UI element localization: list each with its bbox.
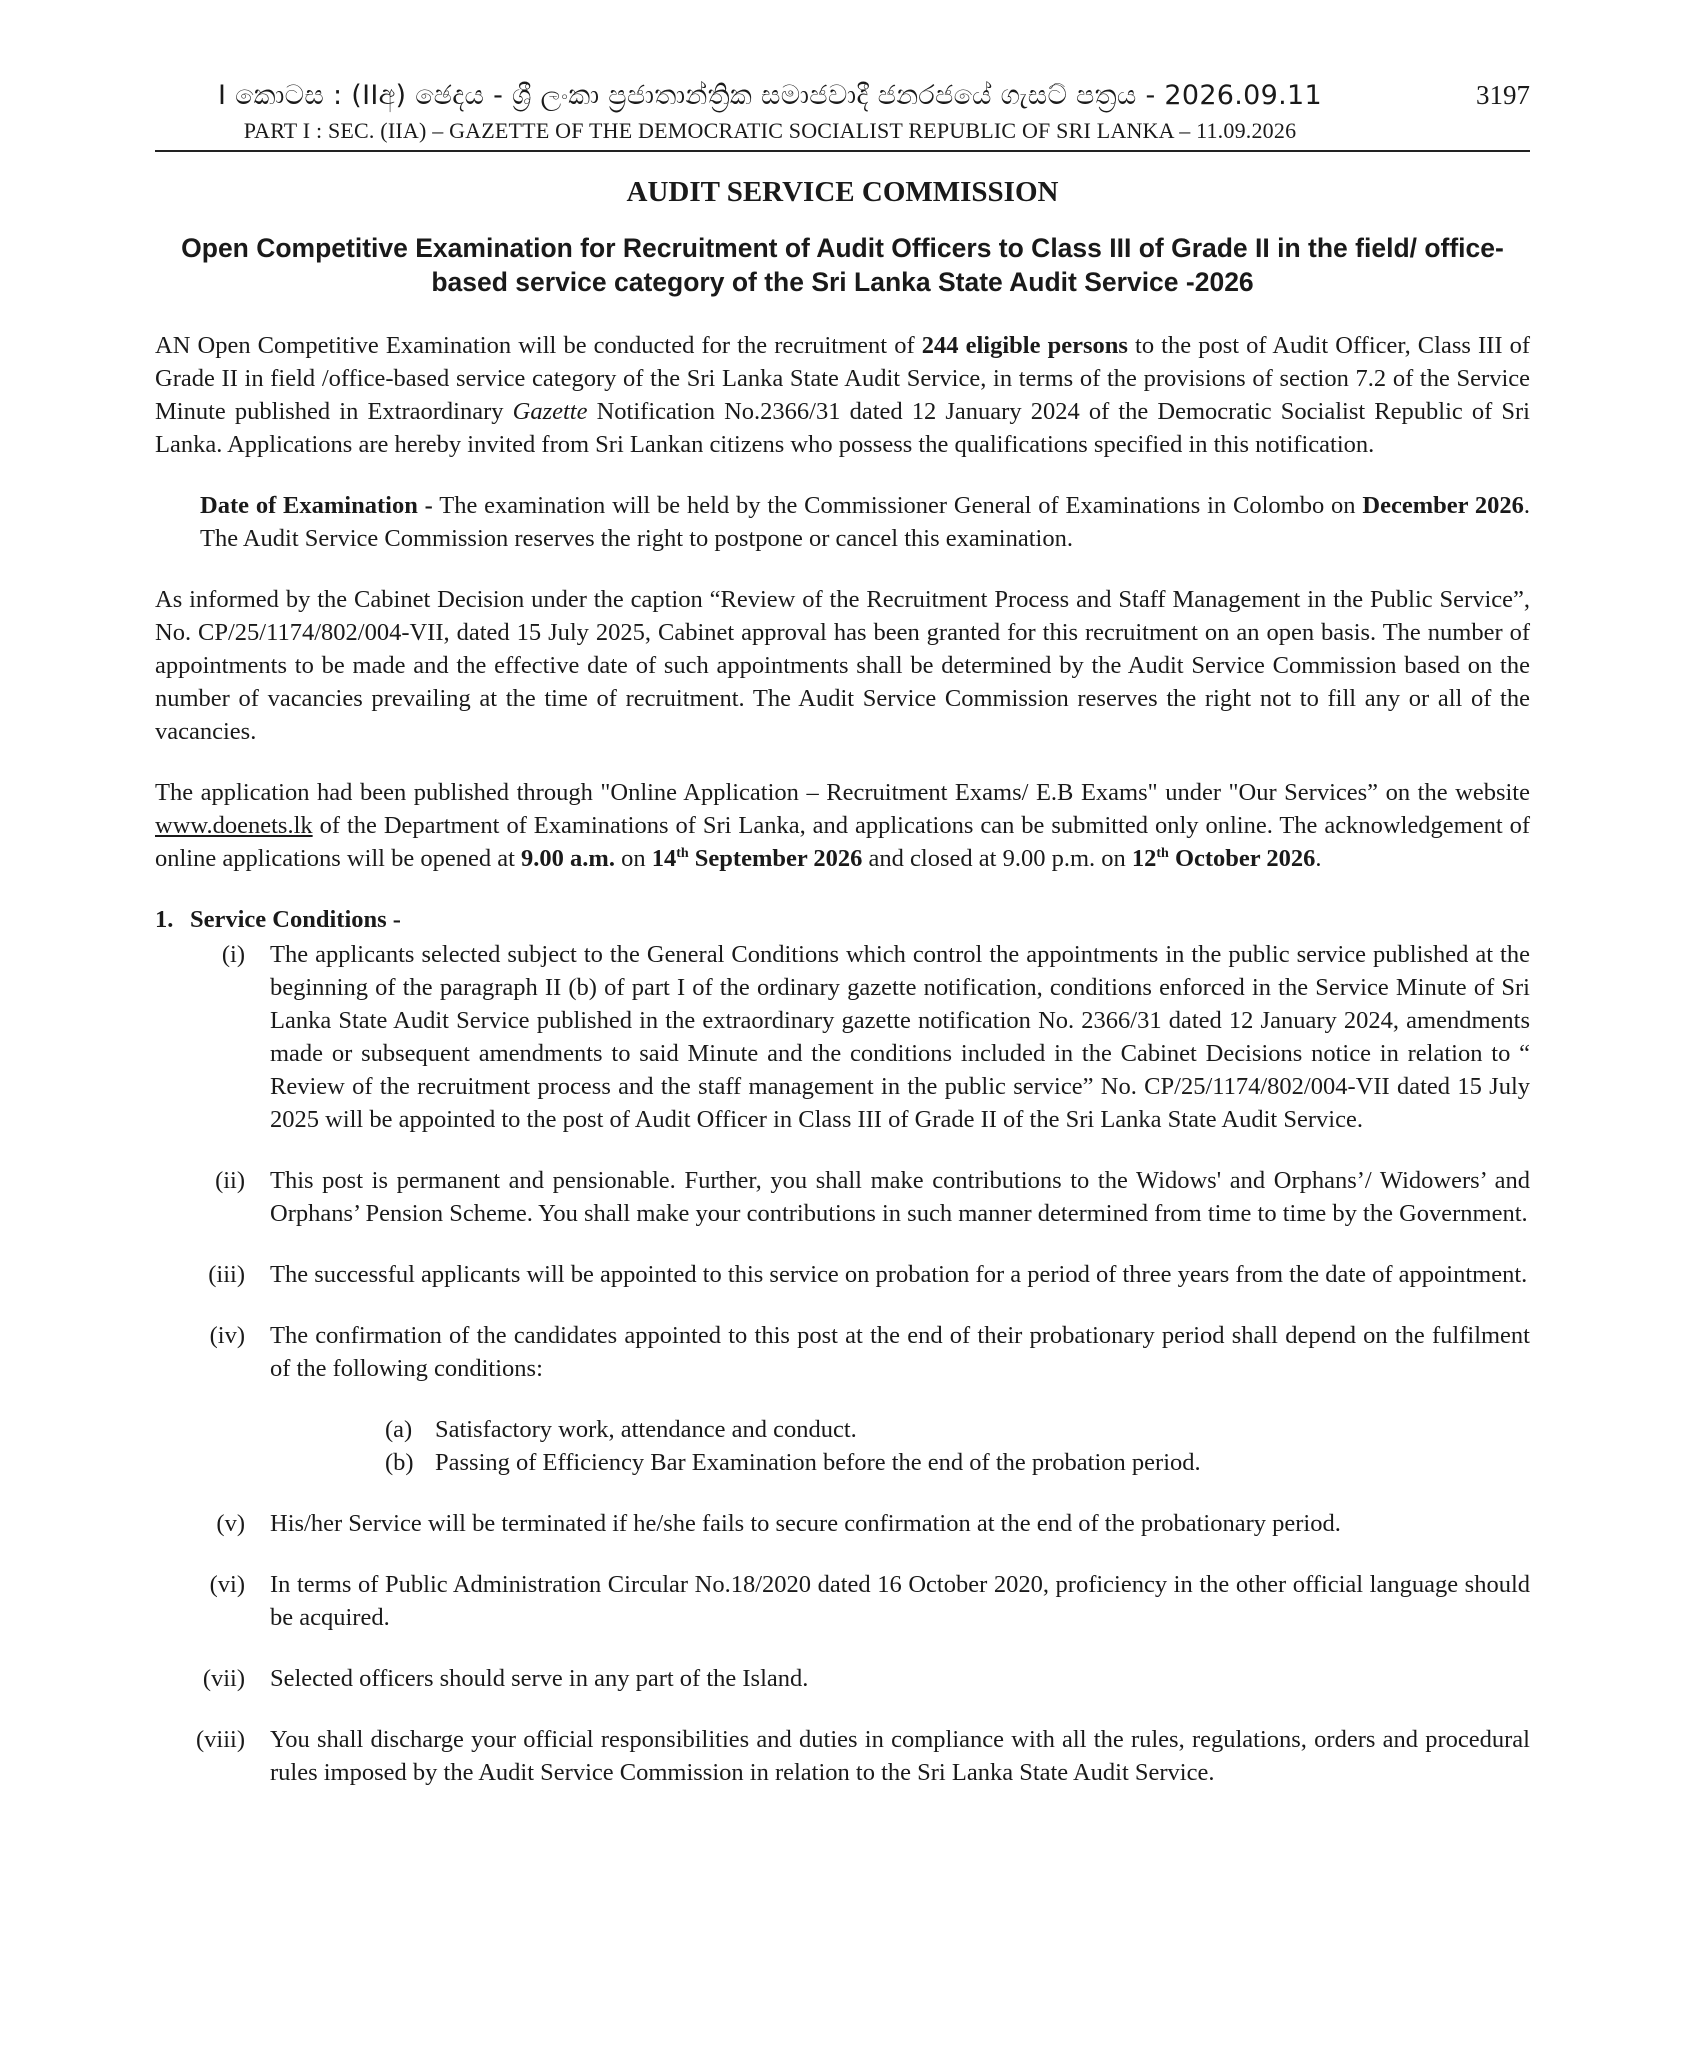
open-day-suffix: th [676, 846, 689, 861]
sub-item-text: Satisfactory work, attendance and conduct. [435, 1416, 857, 1443]
condition-item [155, 1662, 1530, 1695]
condition-text: In terms of Public Administration Circular No.18/2020 dated 16 October 2020, proficiency in the other official language should be acquired. [270, 1571, 1530, 1631]
condition-item [155, 1723, 1530, 1789]
condition-text: His/her Service will be terminated if he/she fails to secure confirmation at the end of the probationary period. [270, 1510, 1341, 1537]
sub-item-letter: (a) [385, 1416, 413, 1443]
condition-item [155, 1164, 1530, 1230]
sub-list-item [385, 1446, 1530, 1479]
section-number: 1. [155, 906, 174, 933]
page-header [155, 0, 1530, 152]
condition-numeral: (vi) [209, 1571, 245, 1598]
application-text-3: on [614, 845, 652, 872]
condition-text: Selected officers should serve in any part of the Island. [270, 1665, 809, 1692]
header-sinhala: I කොටස : (IIඅ) ඡෙදය - ශ්‍රී ලංකා ප්‍රජාතාන්ත්‍රික සමාජවාදී ජනරජයේ ගැසට් පත්‍රය - 2026.09.11 [218, 80, 1322, 111]
condition-item [155, 1568, 1530, 1634]
condition-numeral: (ii) [215, 1167, 245, 1194]
intro-paragraph [155, 329, 1530, 461]
application-text-5: . [1315, 845, 1322, 872]
application-close-date [1132, 845, 1315, 872]
application-text-4: and closed at 9.00 p.m. on [862, 845, 1132, 872]
application-open-time: 9.00 a.m. [521, 845, 615, 872]
gazette-page [155, 0, 1530, 1789]
intro-gazette-italic: Gazette [512, 398, 588, 425]
document-title: AUDIT SERVICE COMMISSION [626, 176, 1059, 208]
exam-date-text-1: The examination will be held by the Commissioner General of Examinations in Colombo on [432, 492, 1363, 519]
condition-text: The applicants selected subject to the General Conditions which control the appointments in the public service published at the beginning of the paragraph II (b) of part I of the ordinary gazette notification, conditions enforced in the Service Minute of Sri Lanka State Audit Service published in the extraordinary gazette notification No. 2366/31 dated 12 January 2024, amendments made or subsequent amendments to said Minute and the conditions included in the Cabinet Decisions notice in relation to “ Review of the recruitment process and the staff management in the public service” No. CP/25/1174/802/004-VII dated 15 July 2025 will be appointed to the post of Audit Officer in Class III of Grade II of the Sri Lanka State Audit Service. [270, 941, 1530, 1133]
cabinet-decision-paragraph: As informed by the Cabinet Decision under the caption “Review of the Recruitment Process and Staff Management in the Public Service”, No. CP/25/1174/802/004-VII, dated 15 July 2025, Cabinet approval has been granted for this recruitment on an open basis. The number of appointments to be made and the effective date of such appointments shall be determined by the Audit Service Commission based on the number of vacancies prevailing at the time of recruitment. The Audit Service Commission reserves the right not to fill any or all of the vacancies. [155, 586, 1530, 745]
sub-item-text: Passing of Efficiency Bar Examination before the end of the probation period. [435, 1449, 1201, 1476]
header-rule [155, 150, 1530, 152]
application-paragraph [155, 776, 1530, 875]
eligible-persons-count: 244 eligible persons [921, 332, 1128, 359]
condition-text: This post is permanent and pensionable. Further, you shall make contributions to the Widows' and Orphans’/ Widowers’ and Orphans’ Pension Scheme. You shall make your contributions in such manner determined from time to time by the Government. [270, 1167, 1530, 1227]
sub-list-item [385, 1413, 1530, 1446]
condition-item [155, 1507, 1530, 1540]
close-month: October 2026 [1168, 845, 1316, 872]
exam-date-value: December 2026 [1362, 492, 1524, 519]
intro-text-2: to the post of Audit Officer, Class III of Grade II in field /office-based service category of the Sri Lanka State Audit Service, in terms of the provisions of section 7.2 of the Service Minute published in Extraordinary [155, 332, 1531, 425]
exam-date-paragraph [155, 489, 1530, 555]
condition-item [155, 1319, 1530, 1385]
condition-text: The confirmation of the candidates appointed to this post at the end of their probationary period shall depend on the fulfilment of the following conditions: [270, 1322, 1530, 1382]
application-open-date [652, 845, 863, 872]
section-1-heading [155, 903, 1530, 936]
condition-numeral: (viii) [196, 1726, 245, 1753]
open-month: September 2026 [688, 845, 863, 872]
section-title: Service Conditions - [190, 906, 401, 933]
doenets-website-link[interactable]: www.doenets.lk [155, 812, 313, 839]
header-english: PART I : SEC. (IIA) – GAZETTE OF THE DEMOCRATIC SOCIALIST REPUBLIC OF SRI LANKA – 11.09.2026 [243, 118, 1297, 143]
close-day: 12 [1131, 845, 1157, 872]
exam-date-label: Date of Examination - [200, 492, 433, 519]
condition-numeral: (iii) [208, 1261, 245, 1288]
open-day: 14 [651, 845, 677, 872]
application-text-2: of the Department of Examinations of Sri Lanka, and applications can be submitted only online. The acknowledgement of online applications will be opened at [155, 812, 1530, 872]
condition-numeral: (vii) [202, 1665, 245, 1692]
exam-date-text-2: . The Audit Service Commission reserves the right to postpone or cancel this examination. [200, 492, 1530, 552]
application-text-1: The application had been published through "Online Application – Recruitment Exams/ E.B Exams" under "Our Services” on the website [155, 779, 1530, 806]
page-number: 3197 [1476, 80, 1530, 110]
intro-text-3: Notification No.2366/31 dated 12 January 2024 of the Democratic Socialist Republic of Sri Lanka. Applications are hereby invited from Sri Lankan citizens who possess the qualifications specified in this notification. [155, 398, 1530, 458]
condition-numeral: (iv) [209, 1322, 245, 1349]
sub-item-letter: (b) [385, 1449, 414, 1476]
confirmation-conditions-list [155, 1413, 1530, 1479]
condition-text: You shall discharge your official responsibilities and duties in compliance with all the rules, regulations, orders and procedural rules imposed by the Audit Service Commission in relation to the Sri Lanka State Audit Service. [270, 1726, 1530, 1786]
condition-item [155, 1258, 1530, 1291]
intro-text-1: AN Open Competitive Examination will be conducted for the recruitment of [155, 332, 922, 359]
condition-numeral: (i) [221, 941, 245, 968]
condition-text: The successful applicants will be appointed to this service on probation for a period of three years from the date of appointment. [270, 1261, 1528, 1288]
condition-item [155, 938, 1530, 1136]
close-day-suffix: th [1156, 846, 1169, 861]
document-subtitle: Open Competitive Examination for Recruitment of Audit Officers to Class III of Grade II in the field/ office-based service category of the Sri Lanka State Audit Service -2026 [181, 233, 1504, 297]
condition-numeral: (v) [216, 1510, 245, 1537]
